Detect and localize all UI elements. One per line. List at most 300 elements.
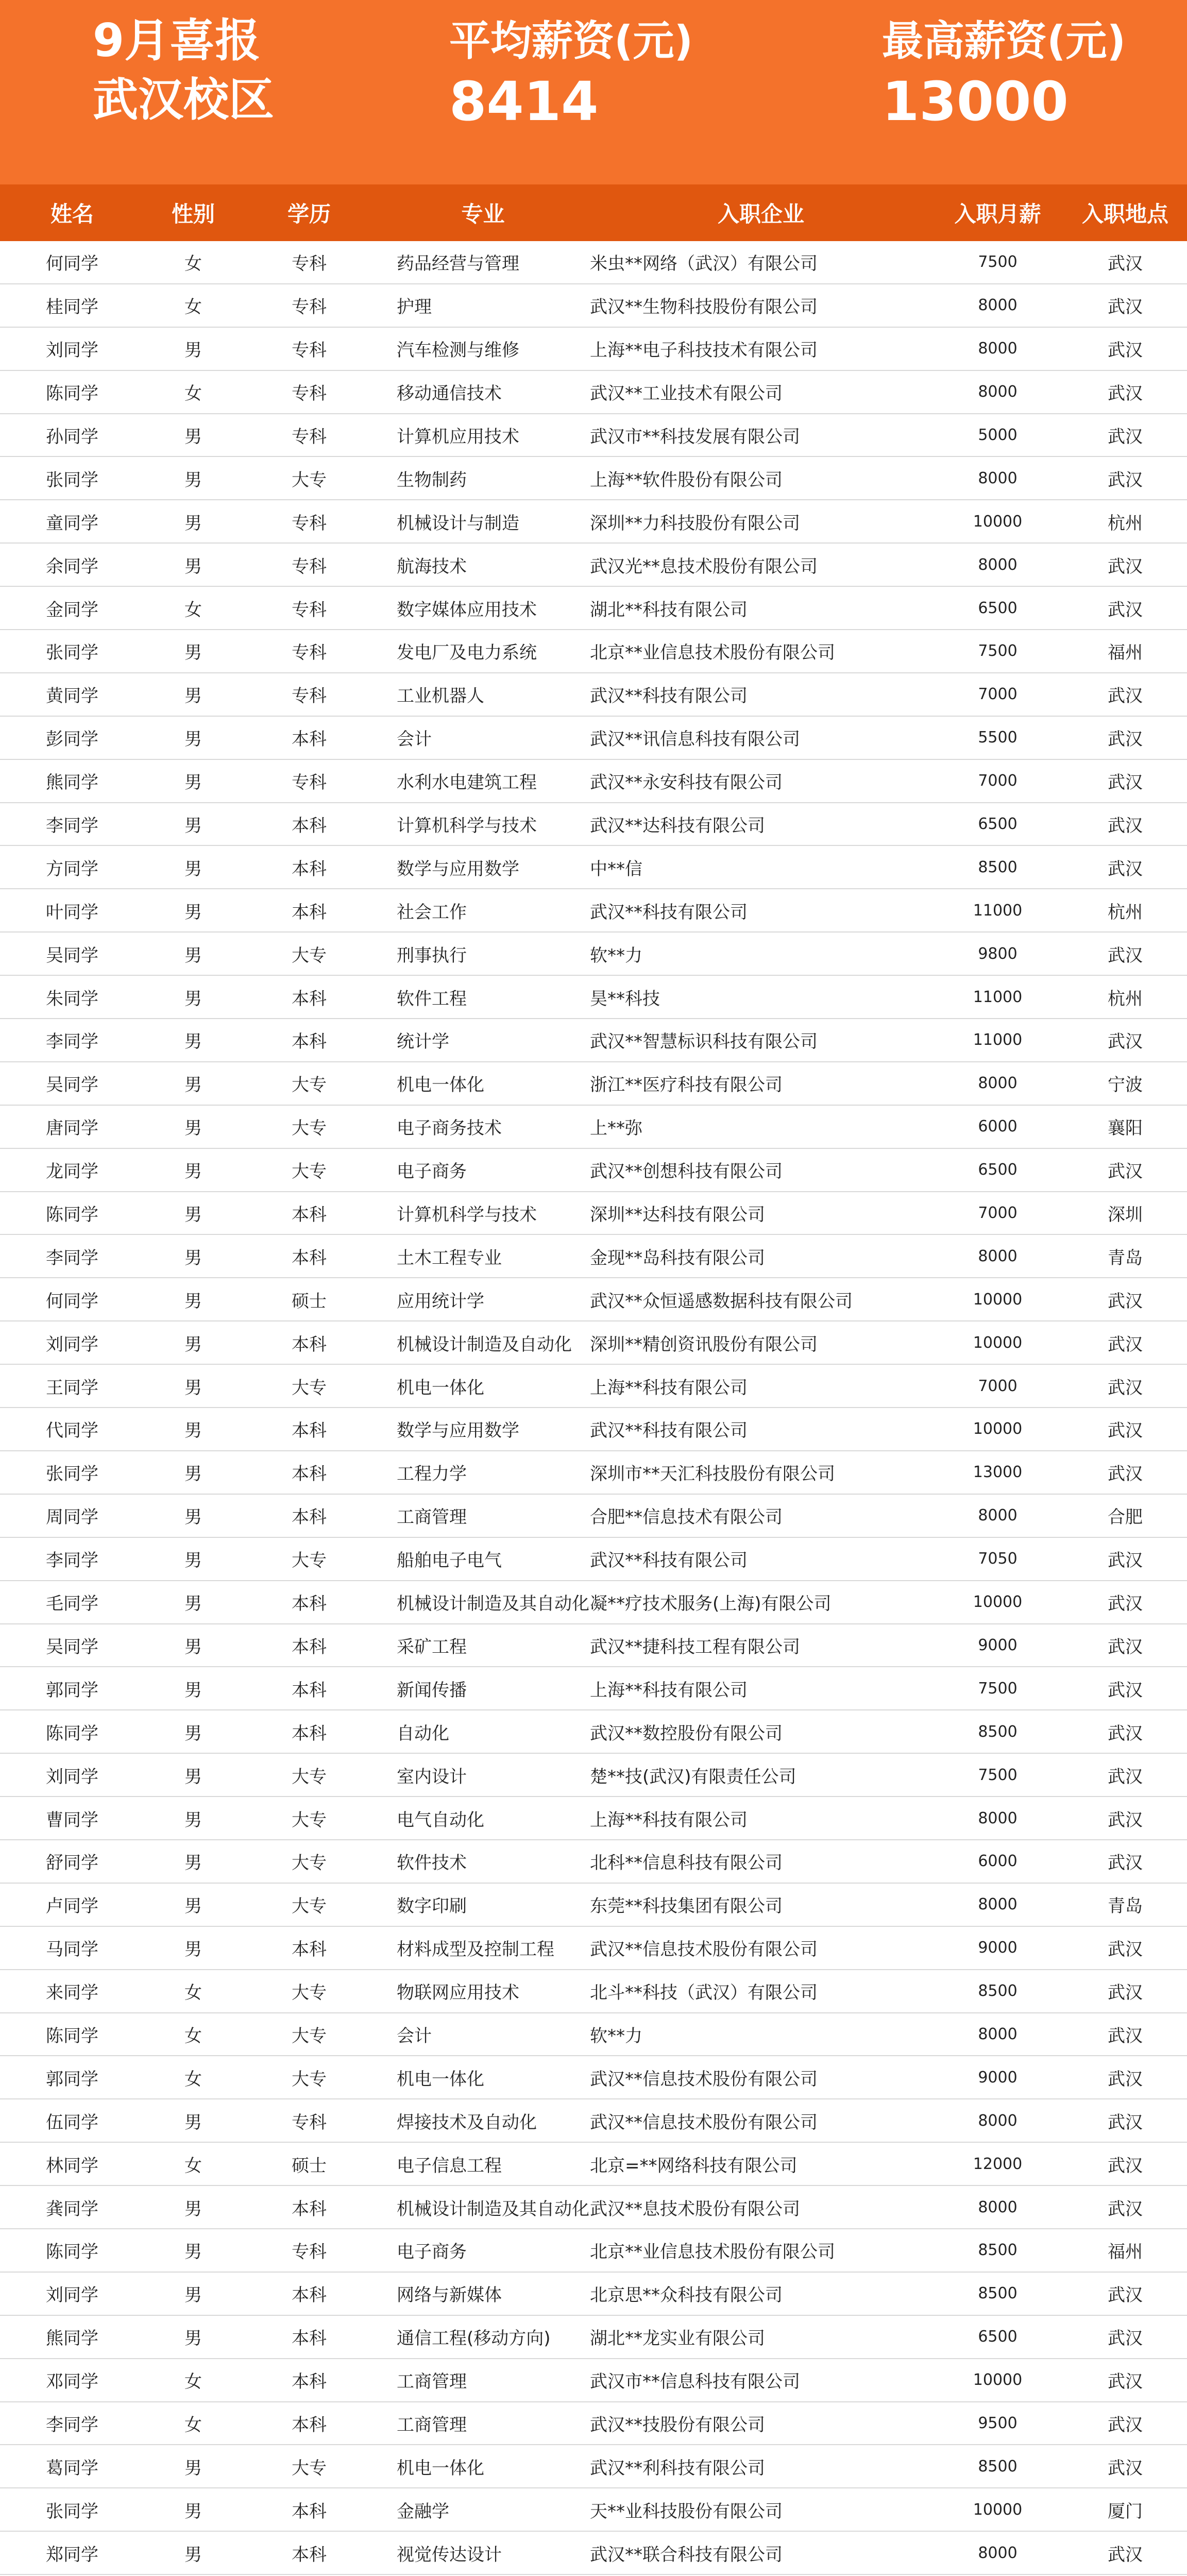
cell-gender: 男 [184, 2285, 202, 2306]
cell-company: 武汉**创想科技有限公司 [590, 1161, 783, 1182]
cell-major: 软件工程 [397, 988, 467, 1009]
cell-major: 会计 [397, 2025, 432, 2046]
cell-salary: 9000 [978, 1939, 1018, 1957]
cell-salary: 7000 [978, 685, 1018, 704]
cell-education: 本科 [292, 1723, 327, 1744]
table-row [0, 1624, 1187, 1668]
cell-location: 杭州 [1108, 988, 1143, 1009]
cell-location: 青岛 [1108, 1247, 1143, 1268]
cell-education: 专科 [292, 772, 327, 793]
cell-education: 专科 [292, 2242, 327, 2263]
table-row [0, 1408, 1187, 1451]
cell-location: 武汉 [1108, 1377, 1143, 1398]
cell-location: 武汉 [1108, 2198, 1143, 2219]
cell-salary: 6000 [978, 1852, 1018, 1871]
cell-name: 余同学 [46, 556, 98, 577]
cell-company: 北京=**网络科技有限公司 [590, 2155, 798, 2176]
cell-name: 何同学 [46, 1291, 98, 1312]
cell-salary: 9000 [978, 2068, 1018, 2087]
cell-major: 工商管理 [397, 2414, 467, 2435]
cell-company: 软**力 [590, 945, 642, 966]
cell-education: 本科 [292, 1594, 327, 1615]
cell-education: 专科 [292, 297, 327, 318]
cell-company: 武汉市**信息科技有限公司 [590, 2371, 800, 2393]
cell-location: 武汉 [1108, 253, 1143, 275]
cell-education: 专科 [292, 2112, 327, 2133]
cell-location: 襄阳 [1108, 1118, 1143, 1139]
cell-salary: 11000 [973, 988, 1023, 1006]
column-header-location: 入职地点 [1081, 201, 1168, 227]
cell-location: 武汉 [1108, 1420, 1143, 1442]
cell-name: 龙同学 [46, 1161, 98, 1182]
cell-major: 金融学 [397, 2501, 449, 2522]
cell-salary: 9000 [978, 1636, 1018, 1654]
cell-major: 物联网应用技术 [397, 1982, 519, 2004]
cell-gender: 男 [184, 1636, 202, 1657]
cell-major: 船舶电子电气 [397, 1550, 502, 1571]
cell-gender: 男 [184, 642, 202, 664]
cell-company: 北科**信息科技有限公司 [590, 1853, 783, 1874]
table-row [0, 1667, 1187, 1710]
cell-location: 武汉 [1108, 2025, 1143, 2046]
cell-location: 武汉 [1108, 772, 1143, 793]
cell-education: 大专 [292, 1161, 327, 1182]
cell-major: 会计 [397, 729, 432, 750]
cell-education: 专科 [292, 513, 327, 534]
table-row [0, 717, 1187, 760]
cell-salary: 7000 [978, 1377, 1018, 1395]
cell-salary: 8000 [978, 2025, 1018, 2043]
cell-company: 武汉市**科技发展有限公司 [590, 427, 800, 447]
cell-gender: 男 [184, 772, 202, 793]
cell-major: 工商管理 [397, 2371, 467, 2393]
cell-major: 药品经营与管理 [397, 253, 519, 275]
cell-education: 本科 [292, 2285, 327, 2306]
table-row [0, 371, 1187, 414]
cell-gender: 女 [184, 599, 202, 620]
table-row [0, 889, 1187, 933]
table-row [0, 2532, 1187, 2575]
cell-gender: 男 [184, 1464, 202, 1485]
table-row [0, 1321, 1187, 1365]
cell-location: 武汉 [1108, 816, 1143, 837]
table-row [0, 2488, 1187, 2532]
cell-gender: 男 [184, 1853, 202, 1874]
cell-name: 李同学 [46, 1247, 98, 1268]
cell-education: 大专 [292, 2458, 327, 2479]
cell-name: 卢同学 [46, 1896, 98, 1917]
cell-education: 本科 [292, 858, 327, 879]
cell-education: 专科 [292, 686, 327, 707]
cell-salary: 8500 [978, 1982, 1018, 2001]
cell-salary: 8000 [978, 1809, 1018, 1827]
cell-education: 大专 [292, 1075, 327, 1096]
cell-education: 专科 [292, 253, 327, 275]
cell-salary: 7500 [978, 1766, 1018, 1784]
cell-education: 本科 [292, 2544, 327, 2565]
cell-education: 专科 [292, 383, 327, 404]
cell-major: 机械设计制造及自动化 [397, 1334, 572, 1355]
cell-location: 武汉 [1108, 2544, 1143, 2565]
cell-major: 网络与新媒体 [397, 2285, 502, 2306]
table-row [0, 544, 1187, 587]
cell-major: 社会工作 [397, 902, 467, 923]
cell-gender: 男 [184, 427, 202, 447]
cell-education: 本科 [292, 1939, 327, 1960]
cell-gender: 男 [184, 858, 202, 879]
table-row [0, 1538, 1187, 1581]
cell-gender: 男 [184, 340, 202, 361]
cell-salary: 6000 [978, 1117, 1018, 1136]
report-title: 9月喜报 [93, 14, 261, 67]
cell-major: 数字媒体应用技术 [397, 599, 537, 620]
cell-education: 本科 [292, 1507, 327, 1528]
cell-company: 软**力 [590, 2025, 642, 2046]
cell-company: 武汉**讯信息科技有限公司 [590, 729, 800, 750]
cell-major: 焊接技术及自动化 [397, 2112, 537, 2133]
table-row [0, 241, 1187, 284]
cell-education: 本科 [292, 1464, 327, 1485]
table-row [0, 457, 1187, 500]
table-row [0, 500, 1187, 544]
cell-major: 电子商务技术 [397, 1118, 502, 1139]
cell-location: 武汉 [1108, 1334, 1143, 1355]
cell-location: 武汉 [1108, 2371, 1143, 2393]
cell-name: 童同学 [46, 513, 98, 534]
cell-major: 机电一体化 [397, 2458, 484, 2479]
cell-major: 计算机应用技术 [397, 427, 519, 447]
cell-location: 福州 [1108, 2242, 1143, 2263]
cell-name: 龚同学 [46, 2198, 98, 2219]
cell-education: 大专 [292, 1982, 327, 2004]
cell-name: 葛同学 [46, 2458, 98, 2479]
table-row [0, 2013, 1187, 2057]
max-salary-label: 最高薪资(元) [882, 17, 1126, 65]
table-row [0, 2186, 1187, 2229]
cell-salary: 5500 [978, 728, 1018, 747]
cell-location: 武汉 [1108, 297, 1143, 318]
cell-location: 武汉 [1108, 1636, 1143, 1657]
cell-gender: 男 [184, 1507, 202, 1528]
cell-education: 专科 [292, 642, 327, 664]
cell-major: 数字印刷 [397, 1896, 467, 1917]
cell-salary: 6500 [978, 599, 1018, 617]
cell-location: 合肥 [1108, 1507, 1143, 1528]
cell-education: 大专 [292, 1377, 327, 1398]
cell-education: 大专 [292, 1896, 327, 1917]
table-row [0, 2316, 1187, 2359]
cell-education: 大专 [292, 2069, 327, 2090]
table-row [0, 1581, 1187, 1624]
cell-major: 发电厂及电力系统 [397, 642, 537, 664]
cell-name: 陈同学 [46, 2242, 98, 2263]
column-header-gender: 性别 [171, 201, 215, 227]
cell-name: 叶同学 [46, 902, 98, 923]
table-row [0, 1235, 1187, 1278]
table-row [0, 1840, 1187, 1884]
column-header-major: 专业 [461, 201, 505, 227]
cell-location: 武汉 [1108, 2328, 1143, 2349]
cell-name: 毛同学 [46, 1594, 98, 1615]
cell-company: 凝**疗技术服务(上海)有限公司 [590, 1594, 832, 1615]
table-row [0, 1710, 1187, 1754]
table-row [0, 1451, 1187, 1495]
cell-education: 本科 [292, 1636, 327, 1657]
cell-education: 专科 [292, 599, 327, 620]
cell-company: 武汉**众恒遥感数据科技有限公司 [590, 1291, 853, 1312]
cell-company: 武汉**信息技术股份有限公司 [590, 1939, 818, 1960]
cell-education: 大专 [292, 1853, 327, 1874]
cell-name: 李同学 [46, 816, 98, 837]
cell-major: 机械设计制造及其自动化 [397, 1594, 589, 1615]
cell-education: 本科 [292, 2371, 327, 2393]
cell-major: 电气自动化 [397, 1809, 484, 1831]
cell-company: 湖北**科技有限公司 [590, 599, 748, 620]
cell-name: 郭同学 [46, 2069, 98, 2090]
cell-gender: 女 [184, 2414, 202, 2435]
table-row [0, 1927, 1187, 1970]
cell-major: 护理 [397, 297, 432, 318]
cell-company: 武汉**联合科技有限公司 [590, 2544, 783, 2565]
cell-company: 中**信 [590, 858, 642, 879]
cell-name: 吴同学 [46, 1075, 98, 1096]
cell-location: 深圳 [1108, 1205, 1143, 1226]
cell-name: 陈同学 [46, 1205, 98, 1226]
cell-company: 武汉**科技有限公司 [590, 1420, 748, 1442]
cell-gender: 男 [184, 1939, 202, 1960]
cell-company: 武汉**科技有限公司 [590, 1550, 748, 1571]
table-row [0, 1278, 1187, 1321]
cell-company: 武汉**利科技有限公司 [590, 2458, 765, 2479]
cell-gender: 男 [184, 1896, 202, 1917]
cell-company: 武汉**数控股份有限公司 [590, 1723, 783, 1744]
cell-gender: 男 [184, 556, 202, 577]
cell-salary: 8500 [978, 1722, 1018, 1741]
cell-gender: 女 [184, 297, 202, 318]
cell-company: 武汉**工业技术有限公司 [590, 383, 783, 404]
cell-education: 专科 [292, 340, 327, 361]
cell-company: 武汉**息技术股份有限公司 [590, 2198, 800, 2219]
cell-location: 武汉 [1108, 1939, 1143, 1960]
cell-major: 电子商务 [397, 1161, 467, 1182]
cell-salary: 7500 [978, 253, 1018, 272]
cell-location: 武汉 [1108, 945, 1143, 966]
table-row [0, 2273, 1187, 2316]
table-row [0, 1149, 1187, 1192]
column-header-name: 姓名 [50, 201, 94, 227]
cell-salary: 12000 [973, 2155, 1023, 2173]
cell-major: 机械设计制造及其自动化 [397, 2198, 589, 2219]
cell-name: 陈同学 [46, 2025, 98, 2046]
cell-salary: 8500 [978, 2241, 1018, 2260]
cell-location: 武汉 [1108, 2112, 1143, 2133]
cell-company: 昊**科技 [590, 988, 660, 1009]
cell-gender: 男 [184, 1723, 202, 1744]
cell-company: 北京**业信息技术股份有限公司 [590, 642, 835, 664]
cell-salary: 8000 [978, 1247, 1018, 1265]
cell-gender: 男 [184, 988, 202, 1009]
cell-gender: 男 [184, 469, 202, 490]
cell-gender: 男 [184, 2242, 202, 2263]
cell-name: 金同学 [46, 599, 98, 620]
cell-name: 熊同学 [46, 2328, 98, 2349]
cell-name: 李同学 [46, 1550, 98, 1571]
cell-location: 武汉 [1108, 1594, 1143, 1615]
cell-gender: 男 [184, 1031, 202, 1053]
cell-major: 统计学 [397, 1031, 449, 1053]
cell-major: 视觉传达设计 [397, 2544, 502, 2565]
cell-gender: 男 [184, 902, 202, 923]
table-header [0, 184, 1187, 241]
cell-gender: 女 [184, 2069, 202, 2090]
cell-name: 朱同学 [46, 988, 98, 1009]
cell-gender: 男 [184, 816, 202, 837]
cell-name: 郑同学 [46, 2544, 98, 2565]
table-row [0, 414, 1187, 457]
cell-education: 本科 [292, 2328, 327, 2349]
avg-salary-label: 平均薪资(元) [449, 17, 693, 65]
cell-major: 航海技术 [397, 556, 467, 577]
cell-salary: 8000 [978, 2111, 1018, 2130]
cell-location: 武汉 [1108, 599, 1143, 620]
cell-salary: 7050 [978, 1550, 1018, 1568]
table-row [0, 2402, 1187, 2446]
cell-education: 大专 [292, 469, 327, 490]
cell-education: 本科 [292, 2501, 327, 2522]
cell-name: 李同学 [46, 2414, 98, 2435]
cell-major: 水利水电建筑工程 [397, 772, 537, 793]
cell-education: 大专 [292, 1809, 327, 1831]
cell-salary: 7500 [978, 642, 1018, 660]
cell-education: 本科 [292, 1031, 327, 1053]
column-header-education: 学历 [287, 201, 331, 227]
cell-education: 专科 [292, 427, 327, 447]
cell-location: 武汉 [1108, 2285, 1143, 2306]
cell-major: 电子商务 [397, 2242, 467, 2263]
table-row [0, 1192, 1187, 1235]
cell-name: 张同学 [46, 2501, 98, 2522]
cell-company: 深圳市**天汇科技股份有限公司 [590, 1464, 835, 1485]
cell-company: 浙江**医疗科技有限公司 [590, 1075, 783, 1096]
column-header-company: 入职企业 [717, 201, 804, 227]
cell-company: 武汉**科技有限公司 [590, 902, 748, 923]
cell-gender: 男 [184, 1766, 202, 1787]
cell-company: 武汉**永安科技有限公司 [590, 772, 783, 793]
cell-company: 上海**科技有限公司 [590, 1680, 748, 1701]
cell-major: 电子信息工程 [397, 2155, 502, 2176]
cell-name: 彭同学 [46, 729, 98, 750]
cell-gender: 男 [184, 2544, 202, 2565]
cell-name: 邓同学 [46, 2371, 98, 2393]
cell-location: 武汉 [1108, 858, 1143, 879]
cell-location: 武汉 [1108, 383, 1143, 404]
cell-salary: 8000 [978, 2544, 1018, 2562]
table-row [0, 2143, 1187, 2186]
cell-gender: 男 [184, 686, 202, 707]
cell-gender: 男 [184, 1809, 202, 1831]
cell-location: 武汉 [1108, 556, 1143, 577]
cell-company: 武汉**生物科技股份有限公司 [590, 297, 818, 318]
table-row [0, 2359, 1187, 2402]
cell-salary: 8000 [978, 1895, 1018, 1914]
cell-company: 楚**技(武汉)有限责任公司 [590, 1766, 796, 1787]
cell-major: 工程力学 [397, 1464, 467, 1485]
table-row [0, 1365, 1187, 1408]
cell-major: 采矿工程 [397, 1636, 467, 1657]
table-row [0, 1106, 1187, 1149]
cell-company: 武汉**智慧标识科技有限公司 [590, 1031, 818, 1053]
cell-location: 武汉 [1108, 469, 1143, 490]
cell-name: 陈同学 [46, 383, 98, 404]
cell-salary: 8000 [978, 555, 1018, 574]
cell-name: 孙同学 [46, 427, 98, 447]
table-row [0, 1019, 1187, 1062]
cell-major: 刑事执行 [397, 945, 467, 966]
table-row [0, 2229, 1187, 2273]
cell-name: 舒同学 [46, 1853, 98, 1874]
cell-gender: 女 [184, 253, 202, 275]
cell-gender: 女 [184, 2155, 202, 2176]
column-header-salary: 入职月薪 [954, 201, 1041, 227]
cell-gender: 男 [184, 1334, 202, 1355]
cell-education: 大专 [292, 2025, 327, 2046]
cell-major: 数学与应用数学 [397, 1420, 519, 1442]
avg-salary-value: 8414 [449, 70, 599, 133]
table-row [0, 1884, 1187, 1927]
cell-location: 武汉 [1108, 340, 1143, 361]
cell-location: 武汉 [1108, 1464, 1143, 1485]
cell-name: 黄同学 [46, 686, 98, 707]
cell-gender: 男 [184, 2112, 202, 2133]
cell-major: 工业机器人 [397, 686, 484, 707]
cell-location: 武汉 [1108, 729, 1143, 750]
cell-salary: 7000 [978, 772, 1018, 790]
cell-salary: 10000 [973, 1593, 1023, 1612]
cell-location: 福州 [1108, 642, 1143, 664]
cell-salary: 10000 [973, 2371, 1023, 2389]
cell-gender: 男 [184, 1075, 202, 1096]
cell-company: 武汉**信息技术股份有限公司 [590, 2112, 818, 2133]
cell-education: 大专 [292, 945, 327, 966]
cell-gender: 男 [184, 945, 202, 966]
cell-location: 宁波 [1108, 1075, 1143, 1096]
cell-salary: 6500 [978, 815, 1018, 834]
cell-major: 新闻传播 [397, 1680, 467, 1701]
cell-company: 上海**软件股份有限公司 [590, 469, 783, 490]
cell-major: 机电一体化 [397, 2069, 484, 2090]
cell-major: 自动化 [397, 1723, 449, 1744]
cell-salary: 8000 [978, 1506, 1018, 1525]
cell-name: 何同学 [46, 253, 98, 275]
cell-education: 本科 [292, 1247, 327, 1268]
employment-table [0, 241, 1187, 2576]
cell-major: 汽车检测与维修 [397, 340, 519, 361]
cell-education: 本科 [292, 902, 327, 923]
cell-gender: 女 [184, 2025, 202, 2046]
table-row [0, 1062, 1187, 1106]
cell-name: 唐同学 [46, 1118, 98, 1139]
cell-name: 张同学 [46, 642, 98, 664]
cell-salary: 8500 [978, 2457, 1018, 2476]
cell-education: 本科 [292, 988, 327, 1009]
cell-education: 本科 [292, 1680, 327, 1701]
cell-location: 武汉 [1108, 1291, 1143, 1312]
table-row [0, 284, 1187, 328]
cell-location: 武汉 [1108, 1809, 1143, 1831]
cell-company: 深圳**精创资讯股份有限公司 [590, 1334, 818, 1355]
cell-name: 陈同学 [46, 1723, 98, 1744]
cell-name: 周同学 [46, 1507, 98, 1528]
